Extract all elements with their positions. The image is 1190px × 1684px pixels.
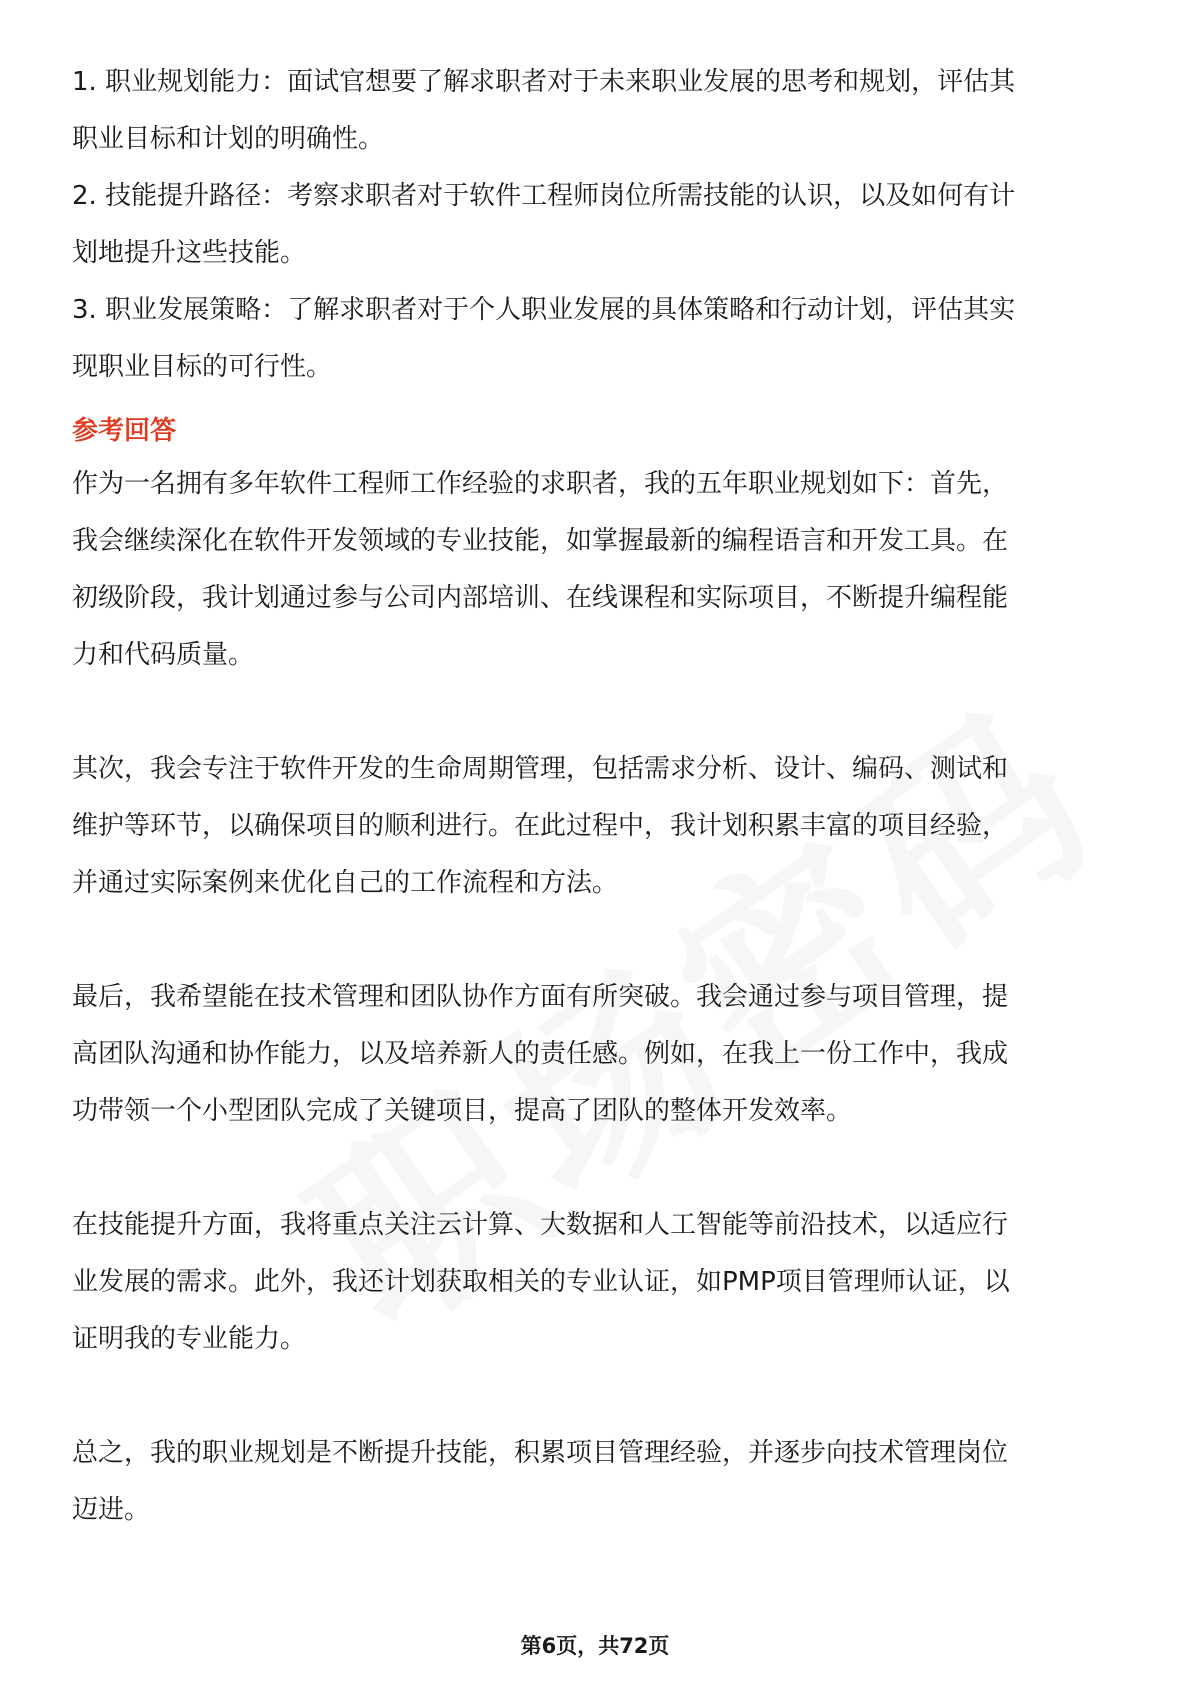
answer-4-line-2: 业发展的需求。此外，我还计划获取相关的专业认证，如PMP项目管理师认证，以 [72, 1267, 1010, 1297]
criteria-item-2 [72, 168, 1120, 282]
answer-1-line-4: 力和代码质量。 [72, 640, 255, 670]
answer-paragraph-5 [72, 1425, 1120, 1539]
answer-paragraph-3 [72, 969, 1120, 1140]
answer-4-line-1: 在技能提升方面，我将重点关注云计算、大数据和人工智能等前沿技术，以适应行 [72, 1210, 1009, 1240]
answer-1-line-1: 作为一名拥有多年软件工程师工作经验的求职者，我的五年职业规划如下：首先， [72, 469, 1009, 499]
answer-5-line-1: 总之，我的职业规划是不断提升技能，积累项目管理经验，并逐步向技术管理岗位 [72, 1438, 1009, 1468]
criteria-3-line-1: 3. 职业发展策略：了解求职者对于个人职业发展的具体策略和行动计划，评估其实 [72, 295, 1016, 325]
criteria-3-line-2: 现职业目标的可行性。 [72, 352, 333, 382]
answer-3-line-1: 最后，我希望能在技术管理和团队协作方面有所突破。我会通过参与项目管理，提 [72, 982, 1009, 1012]
answer-3-line-3: 功带领一个小型团队完成了关键项目，提高了团队的整体开发效率。 [72, 1096, 853, 1126]
answer-1-line-3: 初级阶段，我计划通过参与公司内部培训、在线课程和实际项目，不断提升编程能 [72, 583, 1009, 613]
page-number-footer: 第6页，共72页 [520, 1634, 670, 1658]
criteria-list [72, 54, 1120, 396]
answer-paragraph-2 [72, 741, 1120, 912]
answer-2-line-1: 其次，我会专注于软件开发的生命周期管理，包括需求分析、设计、编码、测试和 [72, 754, 1009, 784]
answer-paragraph-1 [72, 456, 1120, 684]
answer-2-line-3: 并通过实际案例来优化自己的工作流程和方法。 [72, 868, 619, 898]
document-body [72, 54, 1120, 1539]
criteria-1-line-1: 1. 职业规划能力：面试官想要了解求职者对于未来职业发展的思考和规划，评估其 [72, 67, 1016, 97]
answer-3-line-2: 高团队沟通和协作能力，以及培养新人的责任感。例如，在我上一份工作中，我成 [72, 1039, 1009, 1069]
answer-body [72, 456, 1120, 1539]
answer-heading: 参考回答 [72, 416, 177, 446]
criteria-2-line-2: 划地提升这些技能。 [72, 238, 307, 268]
paragraph-gap [72, 912, 1120, 969]
criteria-2-line-1: 2. 技能提升路径：考察求职者对于软件工程师岗位所需技能的认识，以及如何有计 [72, 181, 1016, 211]
criteria-item-3 [72, 282, 1120, 396]
answer-4-line-3: 证明我的专业能力。 [72, 1324, 307, 1354]
answer-2-line-2: 维护等环节，以确保项目的顺利进行。在此过程中，我计划积累丰富的项目经验， [72, 811, 1009, 841]
answer-1-line-2: 我会继续深化在软件开发领域的专业技能，如掌握最新的编程语言和开发工具。在 [72, 526, 1009, 556]
paragraph-gap [72, 1140, 1120, 1197]
criteria-1-line-2: 职业目标和计划的明确性。 [72, 124, 385, 154]
paragraph-gap [72, 684, 1120, 741]
criteria-item-1 [72, 54, 1120, 168]
paragraph-gap [72, 1368, 1120, 1425]
answer-paragraph-4 [72, 1197, 1120, 1368]
answer-5-line-2: 迈进。 [72, 1495, 151, 1525]
